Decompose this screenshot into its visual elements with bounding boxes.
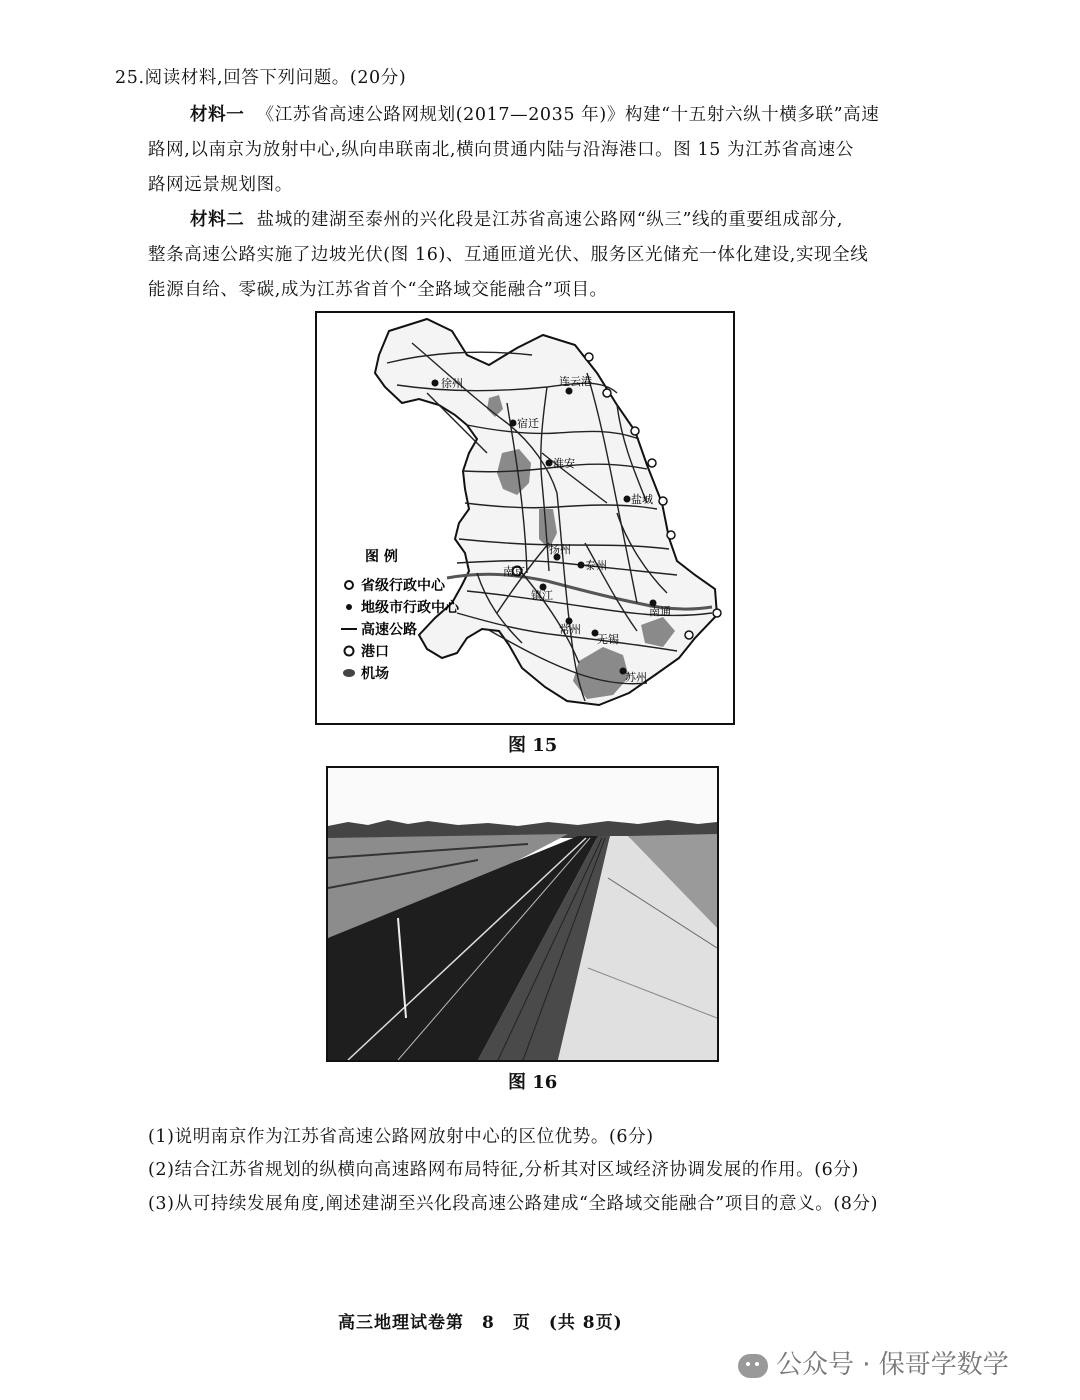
city-label-zhenjiang: 镇江 [531, 589, 553, 602]
material1-line2: 路网,以南京为放射中心,纵向串联南北,横向贯通内陆与沿海港口。图 15 为江苏省高速公 [148, 140, 854, 160]
material1-line1 [190, 103, 879, 127]
legend-highway: 高速公路 [361, 622, 417, 638]
map-legend [341, 548, 460, 682]
legend-title: 图 例 [365, 549, 398, 565]
city-label-lianyungang: 连云港 [559, 375, 592, 388]
legend-city-center-icon [346, 604, 352, 610]
legend-airport-icon [343, 669, 355, 677]
material2-line3: 能源自给、零碳,成为江苏省首个“全路域交能融合”项目。 [148, 280, 608, 300]
city-label-taizhou: 泰州 [585, 559, 607, 572]
legend-airport: 机场 [361, 666, 389, 682]
subquestion-3: (3)从可持续发展角度,阐述建湖至兴化段高速公路建成“全路域交能融合”项目的意义。(8分) [148, 1194, 879, 1214]
material2-line2: 整条高速公路实施了边坡光伏(图 16)、互通匝道光伏、服务区光储充一体化建设,实现全线 [148, 245, 869, 265]
material2-line1 [190, 208, 843, 232]
figure15-map [315, 311, 735, 725]
figure15-caption: 图 15 [508, 735, 558, 756]
material1-label: 材料一 [190, 105, 245, 125]
question-header: 25.阅读材料,回答下列问题。(20分) [115, 68, 407, 88]
material2-text1: 盐城的建湖至泰州的兴化段是江苏省高速公路网“纵三”线的重要组成部分, [256, 210, 843, 230]
city-label-yancheng: 盐城 [631, 493, 653, 506]
watermark [738, 1344, 1009, 1381]
subquestion-2: (2)结合江苏省规划的纵横向高速路网布局特征,分析其对区域经济协调发展的作用。(6分) [148, 1160, 859, 1180]
material1-line3: 路网远景规划图。 [148, 175, 293, 195]
legend-port: 港口 [361, 644, 389, 660]
city-label-xuzhou: 徐州 [441, 377, 463, 390]
page-footer: 高三地理试卷第 8 页 (共 8页) [338, 1313, 623, 1333]
legend-province-center-icon [345, 581, 353, 589]
legend-province-center: 省级行政中心 [361, 578, 445, 594]
city-label-wuxi: 无锡 [597, 633, 619, 646]
city-label-suqian: 宿迁 [517, 417, 539, 430]
legend-city-center: 地级市行政中心 [361, 600, 459, 616]
figure16-photo [326, 766, 719, 1062]
material1-text1: 《江苏省高速公路网规划(2017—2035 年)》构建“十五射六纵十横多联”高速 [256, 105, 880, 125]
city-label-huaian: 淮安 [553, 457, 575, 470]
watermark-text: 公众号 · 保哥学数学 [776, 1350, 1009, 1380]
wechat-icon [738, 1354, 768, 1378]
jiangsu-highway-map [317, 313, 733, 723]
city-label-nanjing: 南京 [503, 565, 525, 578]
city-label-suzhou: 苏州 [625, 671, 647, 684]
material2-label: 材料二 [190, 210, 245, 230]
city-label-yangzhou: 扬州 [549, 543, 571, 556]
subquestion-1: (1)说明南京作为江苏省高速公路网放射中心的区位优势。(6分) [148, 1127, 654, 1147]
city-label-changzhou: 常州 [559, 623, 581, 636]
highway-solar-photo [328, 768, 717, 1060]
figure16-caption: 图 16 [508, 1072, 558, 1093]
legend-port-icon [345, 647, 354, 656]
city-label-nantong: 南通 [649, 605, 671, 618]
